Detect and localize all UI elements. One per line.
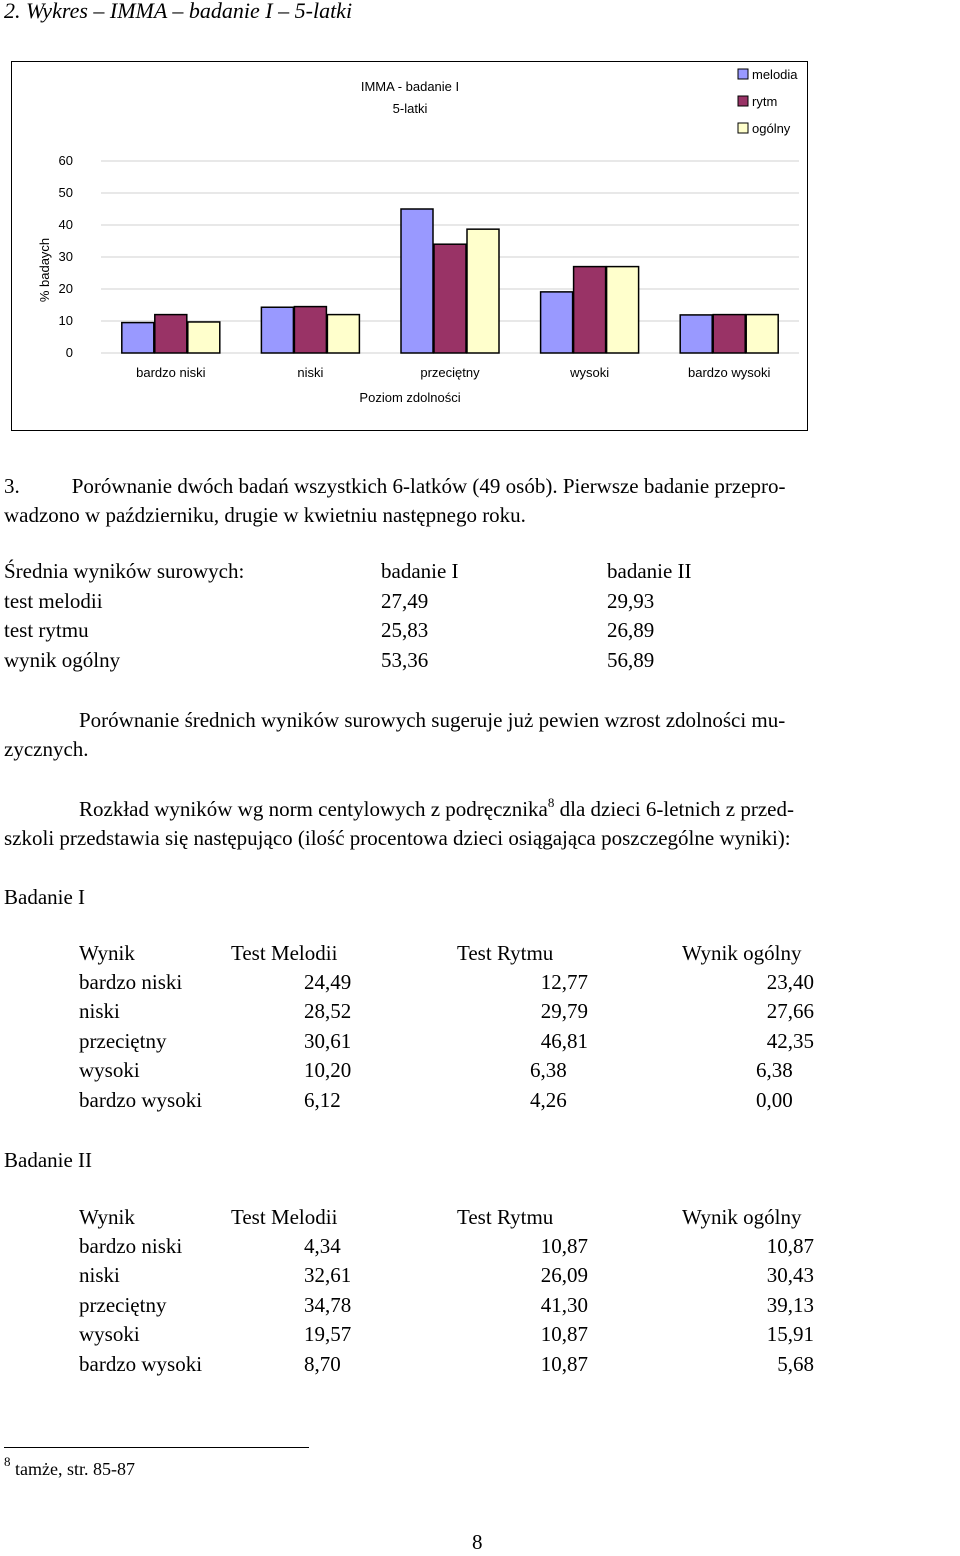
- bar-melodia: [401, 209, 433, 353]
- table-cell: 23,40: [766, 970, 814, 994]
- means-row-value: 27,49: [381, 589, 429, 613]
- table-cell: 42,35: [766, 1029, 814, 1053]
- y-tick-label: 50: [58, 185, 73, 200]
- legend-label-melodia: melodia: [752, 67, 798, 82]
- means-header-badanie-1: badanie I: [381, 559, 459, 583]
- x-tick-label: przeciętny: [420, 365, 480, 380]
- bar-ogólny: [746, 315, 778, 353]
- means-row-value: 25,83: [381, 618, 429, 642]
- bar-ogólny: [188, 322, 220, 353]
- means-row-label: test melodii: [4, 589, 103, 613]
- bar-ogólny: [327, 315, 359, 353]
- bar-rytm: [434, 244, 466, 353]
- table-header-wynik: Wynik: [79, 941, 135, 965]
- means-header-badanie-2: badanie II: [607, 559, 692, 583]
- legend-swatch-melodia: [738, 69, 748, 79]
- section-3-number: 3.: [4, 474, 20, 498]
- legend-swatch-rytm: [738, 96, 748, 106]
- bar-melodia: [261, 307, 293, 353]
- bar-melodia: [541, 292, 573, 353]
- table-header-melodii: Test Melodii: [231, 941, 338, 965]
- table-cell: 10,20: [304, 1058, 352, 1082]
- paragraph-1-line-1: Porównanie średnich wyników surowych sugeruje już pewien wzrost zdolności mu-: [79, 708, 786, 732]
- table-header-wynik: Wynik: [79, 1205, 135, 1229]
- table-cell: 27,66: [766, 999, 814, 1023]
- section-3-line-1: [4, 472, 786, 502]
- table-row-label: przeciętny: [79, 1293, 167, 1317]
- table-cell: 8,70: [304, 1352, 341, 1376]
- means-row-value: 29,93: [607, 589, 655, 613]
- footnote-text: tamże, str. 85-87: [10, 1459, 135, 1479]
- table-header-rytmu: Test Rytmu: [457, 941, 554, 965]
- means-row-value: 56,89: [607, 648, 655, 672]
- section-3-text-1: Porównanie dwóch badań wszystkich 6-latków (49 osób). Pierwsze badanie przepro-: [71, 474, 786, 498]
- table-header-melodii: Test Melodii: [231, 1205, 338, 1229]
- paragraph-2-line-1: [79, 795, 794, 825]
- y-tick-label: 10: [58, 313, 73, 328]
- section-3-line-2: wadzono w październiku, drugie w kwietniu następnego roku.: [4, 503, 526, 527]
- table-cell: 10,87: [540, 1322, 588, 1346]
- table-cell: 24,49: [304, 970, 352, 994]
- paragraph-2-text-a: Rozkład wyników wg norm centylowych z podręcznika: [79, 797, 548, 821]
- x-tick-label: bardzo niski: [136, 365, 206, 380]
- footnote-reference[interactable]: 8: [547, 795, 555, 810]
- table-cell: 4,34: [304, 1234, 341, 1258]
- legend-label-rytm: rytm: [752, 94, 778, 109]
- footnote-divider: [4, 1447, 309, 1448]
- x-tick-label: niski: [297, 365, 324, 380]
- footnote: [4, 1454, 135, 1480]
- table-cell: 34,78: [304, 1293, 352, 1317]
- paragraph-2-line-2: szkoli przedstawia się następująco (ilość procentowa dzieci osiągająca poszczególne wyniki):: [4, 826, 791, 850]
- footnote-number: 8: [4, 1454, 11, 1469]
- table-cell: 41,30: [540, 1293, 588, 1317]
- table-cell: 29,79: [540, 999, 588, 1023]
- table-row-label: bardzo wysoki: [79, 1088, 203, 1112]
- x-axis-label: Poziom zdolności: [359, 390, 461, 405]
- y-tick-label: 30: [58, 249, 73, 264]
- chart-legend: [738, 67, 798, 136]
- y-tick-label: 40: [58, 217, 73, 232]
- chart-bars: [122, 209, 778, 353]
- legend-swatch-ogólny: [738, 123, 748, 133]
- legend-label-ogólny: ogólny: [752, 121, 791, 136]
- x-tick-label: wysoki: [570, 365, 610, 380]
- table-cell: 4,26: [530, 1088, 567, 1112]
- table-cell: 10,87: [540, 1352, 588, 1376]
- bar-melodia: [122, 323, 154, 353]
- means-row-value: 26,89: [607, 618, 655, 642]
- bar-rytm: [574, 267, 606, 353]
- table-cell: 39,13: [766, 1293, 814, 1317]
- table-row-label: wysoki: [79, 1058, 140, 1082]
- table-cell: 46,81: [540, 1029, 588, 1053]
- badanie-1-label: Badanie I: [4, 885, 86, 909]
- table-header-rytmu: Test Rytmu: [457, 1205, 554, 1229]
- table-cell: 12,77: [540, 970, 588, 994]
- means-row-label: wynik ogólny: [4, 648, 121, 672]
- means-row-value: 53,36: [381, 648, 429, 672]
- paragraph-1-line-2: zycznych.: [4, 737, 89, 761]
- table-cell: 10,87: [540, 1234, 588, 1258]
- table-cell: 19,57: [304, 1322, 352, 1346]
- x-tick-label: bardzo wysoki: [688, 365, 771, 380]
- table-row-label: niski: [79, 1263, 120, 1287]
- bar-rytm: [713, 315, 745, 353]
- paragraph-2-text-b: dla dzieci 6-letnich z przed-: [554, 797, 794, 821]
- table-cell: 6,38: [756, 1058, 793, 1082]
- chart-title: IMMA - badanie I: [360, 79, 460, 94]
- table-header-ogolny: Wynik ogólny: [682, 1205, 802, 1229]
- bar-chart: [11, 61, 808, 431]
- table-row-label: bardzo wysoki: [79, 1352, 203, 1376]
- y-tick-label: 20: [58, 281, 73, 296]
- table-cell: 32,61: [304, 1263, 352, 1287]
- y-tick-label: 0: [65, 345, 73, 360]
- page-number: 8: [472, 1530, 483, 1554]
- y-axis-label: % badaych: [37, 237, 52, 303]
- table-row-label: bardzo niski: [79, 970, 183, 994]
- table-cell: 30,61: [304, 1029, 352, 1053]
- table-cell: 10,87: [766, 1234, 814, 1258]
- table-cell: 15,91: [766, 1322, 814, 1346]
- bar-ogólny: [467, 229, 499, 353]
- table-row-label: przeciętny: [79, 1029, 167, 1053]
- table-header-ogolny: Wynik ogólny: [682, 941, 802, 965]
- bar-rytm: [294, 307, 326, 353]
- bar-rytm: [155, 315, 187, 353]
- table-cell: 6,38: [530, 1058, 567, 1082]
- table-row-label: wysoki: [79, 1322, 140, 1346]
- table-row-label: niski: [79, 999, 120, 1023]
- table-cell: 30,43: [766, 1263, 814, 1287]
- means-row-label: test rytmu: [4, 618, 89, 642]
- badanie-2-label: Badanie II: [4, 1148, 93, 1172]
- table-cell: 28,52: [304, 999, 352, 1023]
- bar-melodia: [680, 315, 712, 353]
- table-row-label: bardzo niski: [79, 1234, 183, 1258]
- table-cell: 6,12: [304, 1088, 341, 1112]
- table-cell: 26,09: [540, 1263, 588, 1287]
- section-heading: 2. Wykres – IMMA – badanie I – 5-latki: [4, 0, 353, 23]
- table-cell: 5,68: [777, 1352, 814, 1376]
- chart-subtitle: 5-latki: [392, 101, 428, 116]
- y-tick-label: 60: [58, 153, 73, 168]
- bar-ogólny: [607, 267, 639, 353]
- table-cell: 0,00: [756, 1088, 793, 1112]
- means-header-label: Średnia wyników surowych:: [4, 559, 245, 583]
